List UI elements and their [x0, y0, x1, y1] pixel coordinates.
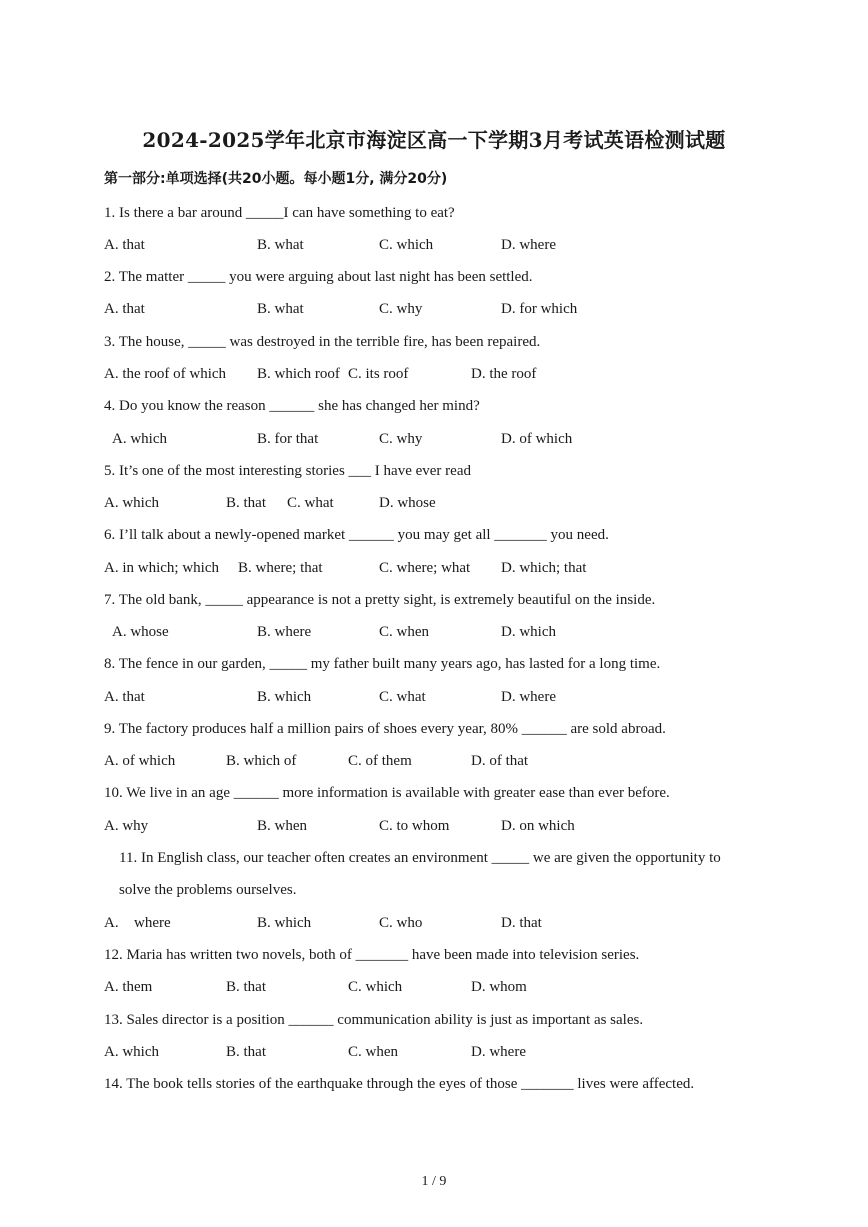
q4-option-b: B. for that: [257, 431, 319, 447]
q10-option-b: B. when: [257, 818, 307, 834]
q12-option-d: D. whom: [471, 979, 527, 995]
q6-option-c: C. where; what: [379, 560, 471, 576]
q5-option-b: B. that: [226, 495, 266, 511]
question-12: 12. Maria has written two novels, both of _______ have been made into television series.: [104, 947, 640, 963]
q6-option-b: B. where; that: [238, 560, 323, 576]
q11-option-a-letter: A.: [104, 915, 119, 931]
q2-option-d: D. for which: [501, 301, 578, 317]
q2-option-c: C. why: [379, 301, 423, 317]
q6-option-d: D. which; that: [501, 560, 587, 576]
question-8: 8. The fence in our garden, _____ my father built many years ago, has lasted for a long time.: [104, 656, 661, 672]
page-title: 2024-2025学年北京市海淀区高一下学期3月考试英语检测试题: [142, 128, 726, 152]
question-14: 14. The book tells stories of the earthquake through the eyes of those _______ lives were affected.: [104, 1076, 695, 1092]
q13-option-b: B. that: [226, 1044, 266, 1060]
q3-option-a: A. the roof of which: [104, 366, 227, 382]
q5-option-c: C. what: [287, 495, 334, 511]
q3-option-b: B. which roof: [257, 366, 340, 382]
question-4: 4. Do you know the reason ______ she has changed her mind?: [104, 398, 480, 414]
q9-option-c: C. of them: [348, 753, 412, 769]
page-number: 1 / 9: [421, 1174, 447, 1189]
q12-option-b: B. that: [226, 979, 266, 995]
q8-option-a: A. that: [104, 689, 145, 705]
question-11-continued: solve the problems ourselves.: [119, 882, 297, 898]
q8-option-c: C. what: [379, 689, 426, 705]
q5-option-a: A. which: [104, 495, 159, 511]
q7-option-d: D. which: [501, 624, 556, 640]
question-9: 9. The factory produces half a million pairs of shoes every year, 80% ______ are sold abroad.: [104, 721, 666, 737]
q7-option-b: B. where: [257, 624, 312, 640]
q9-option-b: B. which of: [226, 753, 297, 769]
q1-option-b: B. what: [257, 237, 304, 253]
q11-option-d: D. that: [501, 915, 542, 931]
q5-option-d: D. whose: [379, 495, 436, 511]
question-11: 11. In English class, our teacher often creates an environment _____ we are given the opportunity to: [119, 850, 721, 866]
q12-option-a: A. them: [104, 979, 153, 995]
q7-option-a: A. whose: [112, 624, 169, 640]
q9-option-d: D. of that: [471, 753, 529, 769]
question-13: 13. Sales director is a position ______ communication ability is just as important as sales.: [104, 1012, 644, 1028]
q3-option-c: C. its roof: [348, 366, 409, 382]
q13-option-a: A. which: [104, 1044, 159, 1060]
q1-option-c: C. which: [379, 237, 434, 253]
q12-option-c: C. which: [348, 979, 403, 995]
q10-option-d: D. on which: [501, 818, 575, 834]
q11-option-c: C. who: [379, 915, 423, 931]
q13-option-c: C. when: [348, 1044, 398, 1060]
q4-option-c: C. why: [379, 431, 423, 447]
question-3: 3. The house, _____ was destroyed in the terrible fire, has been repaired.: [104, 334, 541, 350]
q10-option-c: C. to whom: [379, 818, 450, 834]
q8-option-b: B. which: [257, 689, 312, 705]
q1-option-d: D. where: [501, 237, 556, 253]
q11-option-a-text: where: [134, 915, 171, 931]
q2-option-b: B. what: [257, 301, 304, 317]
q7-option-c: C. when: [379, 624, 429, 640]
q4-option-a: A. which: [112, 431, 167, 447]
section-heading: 第一部分:单项选择(共20小题。每小题1分, 满分20分): [104, 171, 448, 187]
question-10: 10. We live in an age ______ more information is available with greater ease than ever before.: [104, 785, 670, 801]
q8-option-d: D. where: [501, 689, 556, 705]
q10-option-a: A. why: [104, 818, 149, 834]
question-5: 5. It’s one of the most interesting stories ___ I have ever read: [104, 463, 471, 479]
q13-option-d: D. where: [471, 1044, 526, 1060]
question-7: 7. The old bank, _____ appearance is not a pretty sight, is extremely beautiful on the inside.: [104, 592, 656, 608]
q6-option-a: A. in which; which: [104, 560, 219, 576]
q9-option-a: A. of which: [104, 753, 176, 769]
q11-option-b: B. which: [257, 915, 312, 931]
question-6: 6. I’ll talk about a newly-opened market ______ you may get all _______ you need.: [104, 527, 609, 543]
q1-option-a: A. that: [104, 237, 145, 253]
q2-option-a: A. that: [104, 301, 145, 317]
q3-option-d: D. the roof: [471, 366, 537, 382]
q4-option-d: D. of which: [501, 431, 573, 447]
question-2: 2. The matter _____ you were arguing about last night has been settled.: [104, 269, 533, 285]
question-1: 1. Is there a bar around _____I can have something to eat?: [104, 205, 455, 221]
